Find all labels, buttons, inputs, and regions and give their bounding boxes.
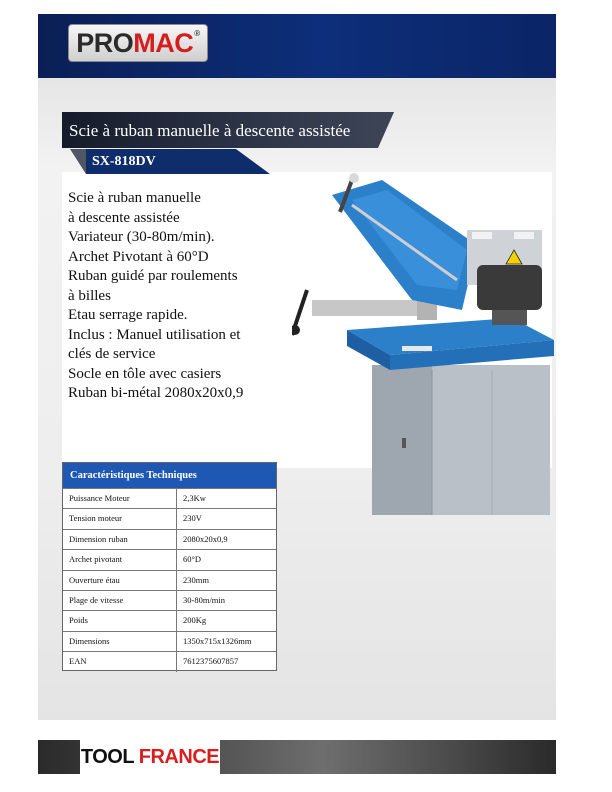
table-row <box>63 631 276 651</box>
spec-table <box>62 462 277 671</box>
promac-logo <box>68 24 208 62</box>
product-title: Scie à ruban manuelle à descente assistée <box>62 112 378 148</box>
logo-registered-mark: ® <box>194 28 200 38</box>
cabinet-lock <box>402 438 406 448</box>
panel-label-left <box>472 232 492 239</box>
vise-bed <box>312 300 422 316</box>
feature-line: Inclus : Manuel utilisation et <box>68 326 241 343</box>
spec-label: Dimensions <box>63 632 177 651</box>
model-label: SX-818DV <box>86 149 236 174</box>
logo-pro-text: PRO <box>76 27 134 58</box>
vise-handle-knob <box>292 325 300 335</box>
table-row <box>63 488 276 508</box>
spec-label: Poids <box>63 611 177 630</box>
control-labels <box>402 346 432 351</box>
spec-label: EAN <box>63 652 177 671</box>
spec-value: 230mm <box>183 574 209 585</box>
table-row <box>63 590 276 610</box>
table-row <box>63 529 276 549</box>
spec-label: Dimension ruban <box>63 530 177 549</box>
toolfrance-logo <box>80 740 220 774</box>
spec-table-heading: Caractéristiques Techniques <box>63 463 276 488</box>
spec-label: Plage de vitesse <box>63 591 177 610</box>
feature-list <box>68 189 318 404</box>
spec-value: 200Kg <box>183 615 207 626</box>
feature-line: Ruban bi-métal 2080x20x0,9 <box>68 385 244 401</box>
spec-label: Archet pivotant <box>63 550 177 569</box>
logo-france-text: FRANCE <box>138 746 220 768</box>
table-row <box>63 610 276 630</box>
feature-line: clés de service <box>68 346 156 362</box>
table-row <box>63 508 276 528</box>
table-row <box>63 549 276 569</box>
model-bar-corner <box>236 149 270 174</box>
feature-line: Variateur (30-80m/min). <box>68 229 215 245</box>
bandsaw-machine-image <box>292 170 554 520</box>
feature-line: Socle en tôle avec casiers <box>68 365 222 382</box>
table-row <box>63 570 276 590</box>
spec-label: Ouverture étau <box>63 571 177 590</box>
spec-value: 60°D <box>183 554 202 565</box>
panel-label-right <box>514 232 534 239</box>
logo-tool-text: TOOL <box>80 746 134 768</box>
feature-line: à descente assistée <box>68 209 180 226</box>
spec-value: 7612375607857 <box>183 656 239 667</box>
spec-label: Tension moteur <box>63 509 177 528</box>
motor-housing <box>477 265 542 310</box>
feature-line: Etau serrage rapide. <box>68 307 188 323</box>
spec-value: 2080x20x0,9 <box>183 533 228 544</box>
feature-line: Scie à ruban manuelle <box>68 190 201 206</box>
table-row <box>63 651 276 671</box>
feature-line: Ruban guidé par roulements <box>68 268 238 284</box>
feature-line: à billes <box>68 287 111 304</box>
spec-value: 30-80m/min <box>183 594 226 605</box>
gearbox <box>492 310 527 325</box>
header-band <box>38 14 556 78</box>
feature-line: Archet Pivotant à 60°D <box>68 248 209 265</box>
logo-mac-text: MAC <box>133 27 194 58</box>
title-bar-corner <box>378 112 394 148</box>
spec-value: 230V <box>183 513 202 524</box>
model-bar-tail <box>70 149 86 174</box>
spec-label: Puissance Moteur <box>63 489 177 508</box>
spec-value: 1350x715x1326mm <box>183 635 252 646</box>
tension-knob <box>349 173 359 183</box>
spec-value: 2,3Kw <box>183 493 206 503</box>
